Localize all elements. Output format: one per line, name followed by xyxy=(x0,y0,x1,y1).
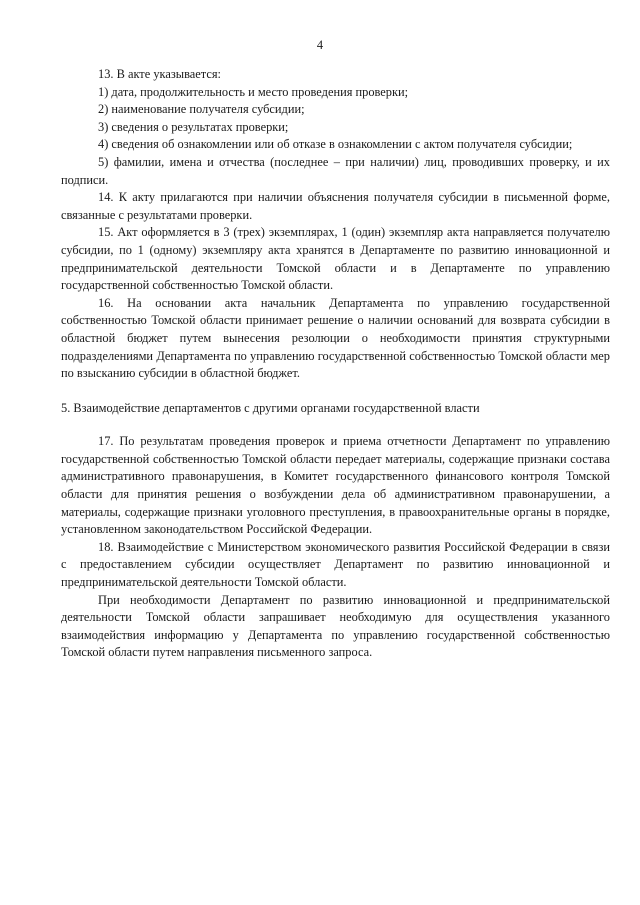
paragraph-18: 18. Взаимодействие с Министерством экономического развития Российской Федерации в связи с предоставлением субсидии осуществляет Департамент по развитию инновационной и предпринимательской деятельности Томской области. xyxy=(61,539,610,590)
document-body xyxy=(61,66,610,662)
paragraph-16: 16. На основании акта начальник Департамента по управлению государственной собственностью Томской области принимает решение о наличии оснований для возврата субсидии в областной бюджет путем вынесения резолюции о необходимости принятия структурными подразделениями Департамента по управлению государственной собственностью Томской области мер по взысканию субсидии в областной бюджет. xyxy=(61,295,610,381)
paragraph-14: 14. К акту прилагаются при наличии объяснения получателя субсидии в письменной форме, связанные с результатами проверки. xyxy=(61,190,610,222)
paragraph-15: 15. Акт оформляется в 3 (трех) экземплярах, 1 (один) экземпляр акта направляется получателю субсидии, по 1 (одному) экземпляру акта хранятся в Департаменте по развитию инновационной и предпринимательской деятельности Томской области и в Департаменте по управлению государственной собственностью Томской области. xyxy=(61,225,610,293)
paragraph-13: 13. В акте указывается: xyxy=(98,67,221,81)
paragraph-request: При необходимости Департамент по развитию инновационной и предпринимательской деятельности Томской области запрашивает необходимую для осуществления указанного взаимодействия информацию у Департамента по управлению государственной собственностью Томской области путем направления письменного запроса. xyxy=(61,592,610,660)
list-item-1: 1) дата, продолжительность и место проведения проверки; xyxy=(98,84,409,99)
list-item-4: 4) сведения об ознакомлении или об отказе в ознакомлении с актом получателя субсидии; xyxy=(98,137,573,152)
paragraph-17: 17. По результатам проведения проверок и приема отчетности Департамент по управлению государственной собственностью Томской области передает материалы, содержащие признаки состава административного правонарушения, в Комитет государственного финансового контроля Томской области для принятия решения о возбуждении дела об административном правонарушении, а материалы, содержащие признаки уголовного преступления, в правоохранительные органы в порядке, установленном законодательством Российской Федерации. xyxy=(61,434,610,537)
section-heading: 5. Взаимодействие департаментов с другими органами государственной власти xyxy=(61,400,480,415)
list-item-2: 2) наименование получателя субсидии; xyxy=(98,102,305,117)
page-number: 4 xyxy=(316,38,324,52)
list-item-5: 5) фамилии, имена и отчества (последнее – при наличии) лиц, проводивших проверку, и их подписи. xyxy=(61,154,610,187)
list-item-3: 3) сведения о результатах проверки; xyxy=(98,119,289,134)
